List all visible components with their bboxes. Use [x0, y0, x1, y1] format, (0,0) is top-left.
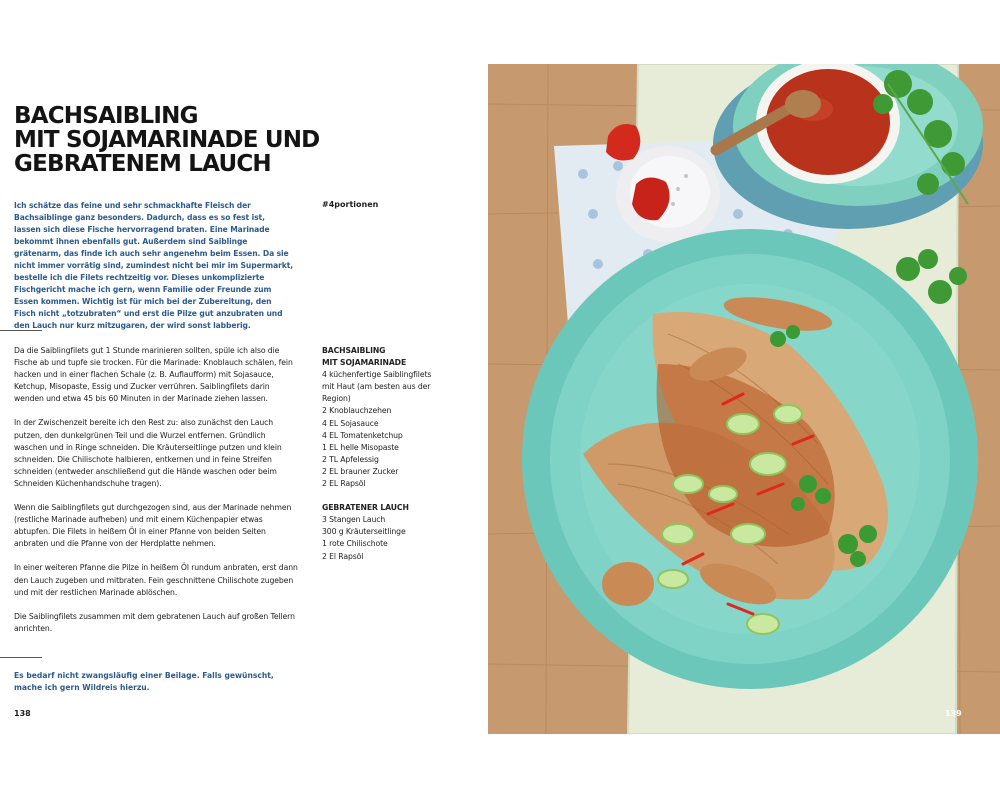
ingredient-item: 2 El Rapsöl [322, 551, 364, 561]
ingredient-item: 300 g Kräuterseitlinge [322, 527, 406, 537]
recipe-title [14, 104, 319, 176]
ingredient-group-title: BACHSAIBLING [322, 346, 386, 355]
portions-tag: #4portionen [322, 200, 379, 209]
sauce [766, 69, 890, 175]
title-line-1: BACHSAIBLING [14, 103, 198, 129]
ingredient-item: 2 EL brauner Zucker [322, 466, 399, 476]
dish-photo [488, 64, 1000, 734]
left-page [0, 0, 487, 800]
step-paragraph: In der Zwischenzeit bereite ich den Rest zu: also zunächst den Lauch putzen, den dunkelgrünen Teil und die Wurzel entfernen. Gründlich waschen und in Ringe schneiden. Die Kräuterseitlinge putzen und klein schneiden. Die Chilischote halbieren, entkernen und in feine Streifen schneiden (entweder anschließend gut die Hände waschen oder beim Schneiden Küchenhandschuhe tragen). [14, 418, 282, 488]
ingredient-item: 4 EL Tomatenketchup [322, 430, 403, 440]
title-line-2: MIT SOJAMARINADE UND [14, 127, 320, 153]
ingredient-item: 2 EL Rapsöl [322, 479, 366, 489]
ingredient-group-title: MIT SOJAMARINADE [322, 358, 407, 368]
divider-bottom [0, 657, 42, 658]
ingredient-item: 4 EL Sojasauce [322, 418, 379, 428]
page-number-left: 138 [14, 709, 31, 718]
step-paragraph: Wenn die Saiblingfilets gut durchgezogen sind, aus der Marinade nehmen (restliche Marinade aufheben) und mit einem Küchenpapier etwas abtupfen. Die Filets in heißem Öl in einer Pfanne von beiden Seiten anbraten und die Pfanne von der Herdplatte nehmen. [14, 503, 292, 549]
intro-text: Ich schätze das feine und sehr schmackhafte Fleisch der Bachsaiblinge ganz besonders. Dadurch, dass es so fest ist, lassen sich diese Fische hervorragend braten. Eine Marinade bekommt ihnen ebenfalls gut. Außerdem sind Saiblinge grätenarm, das finde ich auch sehr angenehm beim Essen. Da sie nicht immer vorrätig sind, zumindest nicht bei mir im Supermarkt, bestelle ich die Filets rechtzeitig vor. Dieses unkomplizierte Fischgericht mache ich gern, wenn Familie oder Freunde zum Essen kommen. Wichtig ist für mich bei der Zubereitung, den Fisch nicht „totzubraten“ und erst die Pilze gut anzubraten und den Lauch nur kurz mitzugaren, der wird sonst labberig. [14, 201, 294, 330]
step-paragraph: Die Saiblingfilets zusammen mit dem gebratenen Lauch auf großen Tellern anrichten. [14, 611, 295, 633]
ingredient-item: 3 Stangen Lauch [322, 515, 386, 525]
ingredient-group-title: GEBRATENER LAUCH [322, 503, 409, 513]
preparation-steps [14, 345, 299, 647]
ingredient-item: Region) [322, 394, 351, 404]
ingredient-group-fish [322, 345, 462, 490]
ingredient-item: 2 TL Apfelessig [322, 454, 379, 464]
ingredients-list [322, 345, 462, 575]
step-paragraph: Da die Saiblingfilets gut 1 Stunde marinieren sollten, spüle ich also die Fische ab und tupfe sie trocken. Für die Marinade: Knoblauch schälen, fein hacken und in einer flachen Schale (z. B. Auflaufform) mit Sojasauce, Ketchup, Misopaste, Essig und Zucker verrühren. Saiblingfilets darin wenden und etwa 45 bis 60 Minuten in der Marinade ziehen lassen. [14, 346, 293, 404]
page-number-right: 139 [945, 709, 962, 718]
title-line-3: GEBRATENEM LAUCH [14, 151, 271, 177]
ingredient-item: 4 küchenfertige Saiblingfilets [322, 370, 432, 380]
side-dish-note: Es bedarf nicht zwangsläufig einer Beilage. Falls gewünscht, mache ich gern Wildreis hierzu. [14, 671, 274, 692]
ingredient-item: 1 rote Chilischote [322, 539, 388, 549]
ingredient-group-leek [322, 502, 462, 562]
ingredient-item: 1 EL helle Misopaste [322, 442, 399, 452]
ingredient-item: mit Haut (am besten aus der [322, 382, 431, 392]
ingredient-item: 2 Knoblauchzehen [322, 406, 392, 416]
step-paragraph: In einer weiteren Pfanne die Pilze in heißem Öl rundum anbraten, erst dann den Lauch zugeben und mitbraten. Fein geschnittene Chilischote zugeben und mit der restlichen Marinade ablöschen. [14, 563, 298, 597]
divider-top [0, 330, 42, 331]
